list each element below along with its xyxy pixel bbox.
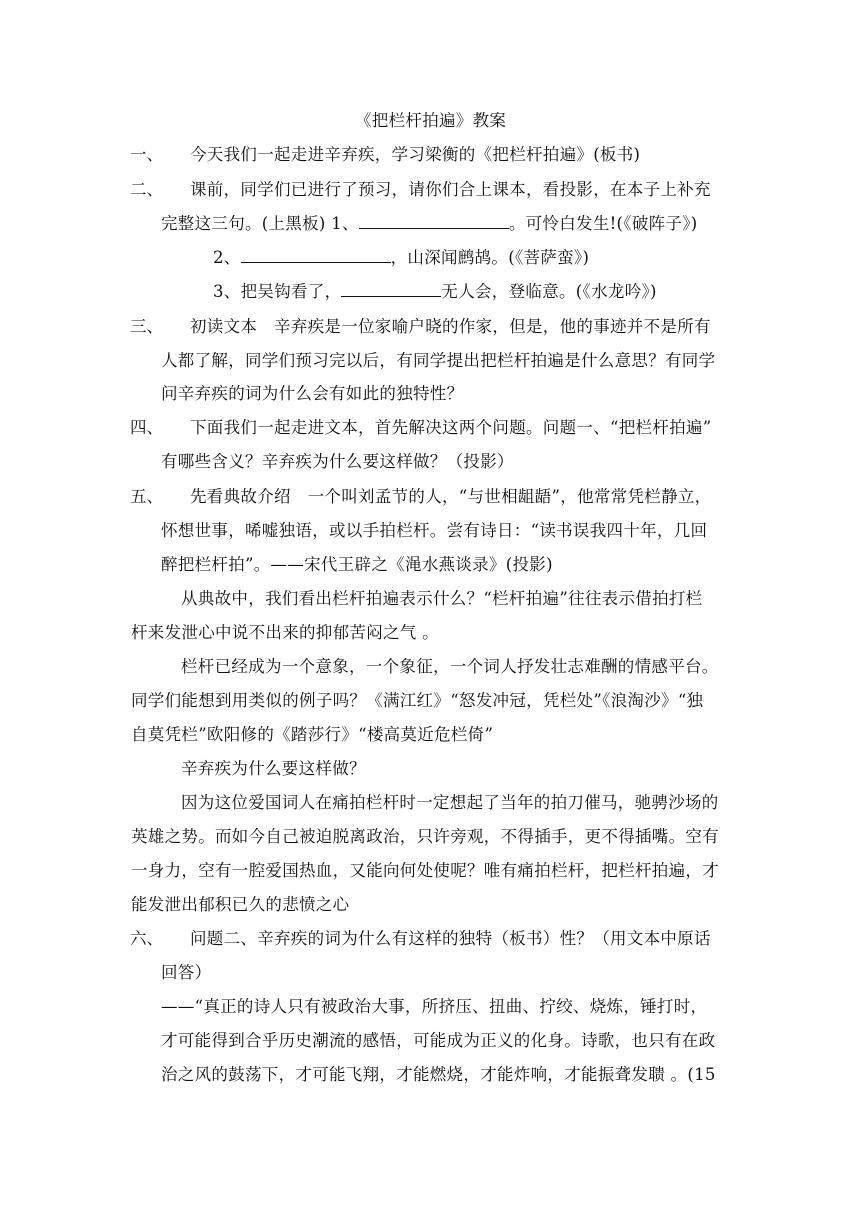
- section-number-2: 二、: [130, 180, 163, 199]
- section-number-1: 一、: [130, 145, 163, 164]
- fill-in-blank-3: [341, 282, 441, 297]
- section-5-line-1: 先看典故介绍 一个叫刘孟节的人，“与世相龃龉”，他常常凭栏静立，: [190, 487, 712, 506]
- section-3-line-1: 初读文本 辛弃疾是一位家喻户晓的作家，但是，他的事迹并不是所有: [190, 317, 711, 336]
- section-2-line-3: [213, 248, 589, 268]
- section-6-line-1: 问题二、辛弃疾的词为什么有这样的独特（板书）性？（用文本中原话: [190, 929, 711, 948]
- fill-in-rest-1: 。可怜白发生!(《破阵子》): [508, 214, 698, 233]
- paragraph-4-line-2: 英雄之势。而如今自己被迫脱离政治，只许旁观，不得插手，更不得插嘴。空有: [131, 827, 719, 846]
- paragraph-1-line-2: 杆来发泄心中说不出来的抑郁苦闷之气 。: [131, 623, 439, 642]
- paragraph-5-line-3: 治之风的鼓荡下，才可能飞翔，才能燃烧，才能炸响，才能振聋发聩 。(15: [161, 1065, 716, 1084]
- paragraph-5-line-1: ——“真正的诗人只有被政治大事，所挤压、扭曲、拧绞、烧炼，锤打时，: [161, 997, 708, 1016]
- section-5-line-3: 醉把栏杆拍”。——宋代王辟之《渑水燕谈录》(投影): [161, 555, 553, 574]
- fill-in-rest-3: 无人会，登临意。(《水龙吟》): [441, 282, 657, 301]
- paragraph-2-line-2: 同学们能想到用类似的例子吗？《满江红》“怒发冲冠，凭栏处”《浪淘沙》“独: [131, 691, 704, 710]
- section-4-line-2: 有哪些含义？辛弃疾为什么要这样做？（投影）: [161, 452, 514, 471]
- section-4-line-1: 下面我们一起走进文本，首先解决这两个问题。问题一、“把栏杆拍遍”: [190, 418, 712, 437]
- paragraph-5-line-2: 才可能得到合乎历史潮流的感悟，可能成为正义的化身。诗歌，也只有在政: [161, 1031, 716, 1050]
- section-3-line-3: 问辛弃疾的词为什么会有如此的独特性？: [161, 384, 464, 403]
- section-2-line-2: [161, 214, 698, 234]
- section-5-line-2: 怀想世事，唏嘘独语，或以手拍栏杆。尝有诗日：“读书误我四十年，几回: [161, 521, 708, 540]
- section-2-line-1: 课前，同学们已进行了预习，请你们合上课本，看投影，在本子上补充: [190, 180, 711, 199]
- fill-in-blank-1: [359, 214, 509, 229]
- fill-in-label-3: 3、把吴钩看了，: [213, 282, 342, 301]
- paragraph-3-line-1: 辛弃疾为什么要这样做？: [181, 759, 366, 778]
- section-6-line-2: 回答）: [161, 963, 212, 982]
- fill-in-blank-2: [241, 248, 391, 263]
- fill-in-label-1: 完整这三句。(上黑板) 1、: [161, 214, 359, 233]
- paragraph-4-line-4: 能发泄出郁积已久的悲愤之心: [131, 895, 350, 914]
- section-number-4: 四、: [130, 418, 163, 437]
- paragraph-2-line-1: 栏杆已经成为一个意象，一个象征，一个词人抒发壮志难酬的情感平台。: [181, 657, 719, 676]
- fill-in-rest-2: ，山深闻鹧鸪。(《菩萨蛮》): [390, 248, 590, 267]
- section-1-line-1: 今天我们一起走进辛弃疾，学习梁衡的《把栏杆拍遍》(板书): [190, 145, 641, 164]
- section-3-line-2: 人都了解，同学们预习完以后，有同学提出把栏杆拍遍是什么意思？有同学: [161, 351, 716, 370]
- page-title: 《把栏杆拍遍》教案: [355, 111, 507, 130]
- section-number-3: 三、: [130, 317, 163, 336]
- section-2-line-4: [213, 282, 657, 302]
- fill-in-label-2: 2、: [213, 248, 241, 267]
- paragraph-1-line-1: 从典故中，我们看出栏杆拍遍表示什么？“栏杆拍遍”往往表示借拍打栏: [181, 589, 703, 608]
- paragraph-4-line-1: 因为这位爱国词人在痛拍栏杆时一定想起了当年的拍刀催马，驰骋沙场的: [181, 793, 719, 812]
- section-number-5: 五、: [130, 487, 163, 506]
- section-number-6: 六、: [130, 929, 163, 948]
- paragraph-2-line-3: 自莫凭栏”欧阳修的《踏莎行》“楼高莫近危栏倚”: [131, 725, 494, 744]
- paragraph-4-line-3: 一身力，空有一腔爱国热血，又能向何处使呢？唯有痛拍栏杆，把栏杆拍遍，才: [131, 861, 719, 880]
